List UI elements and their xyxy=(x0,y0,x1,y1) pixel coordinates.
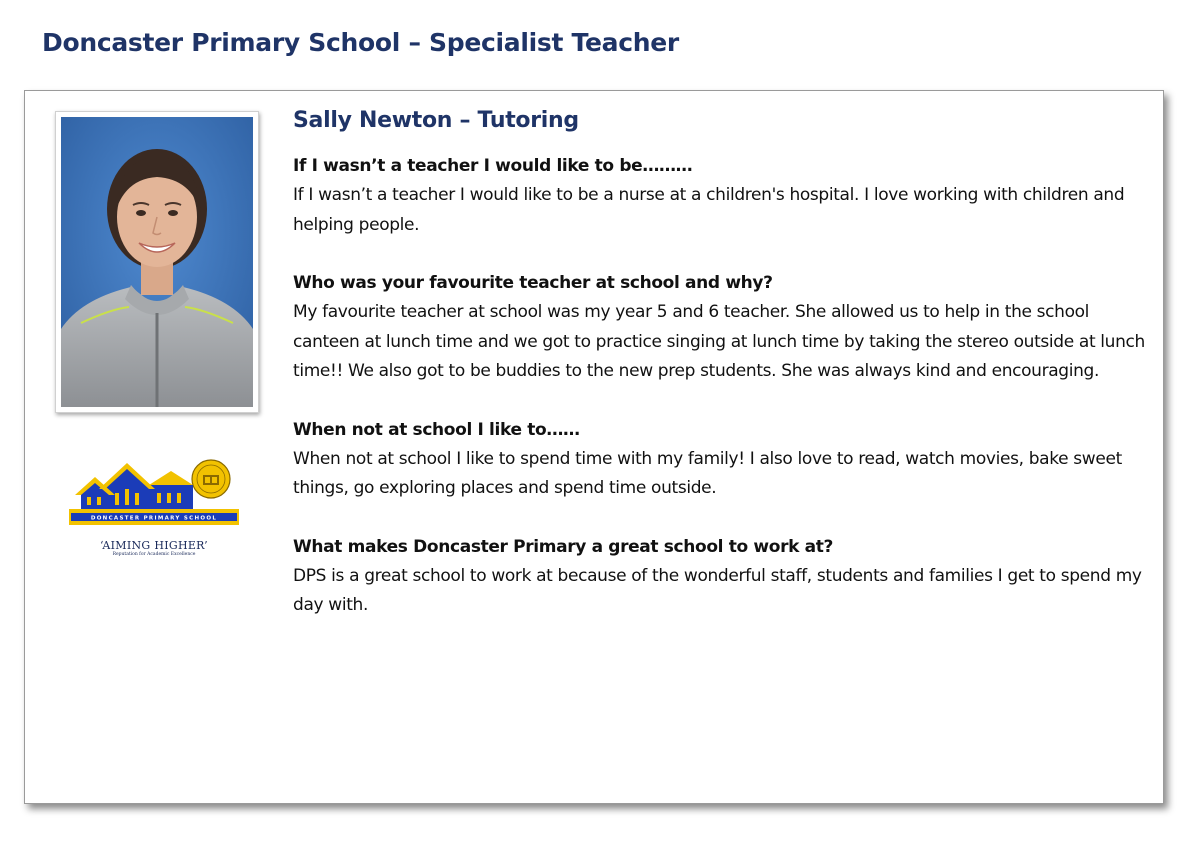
page-title: Doncaster Primary School – Specialist Teacher xyxy=(42,28,679,57)
question: What makes Doncaster Primary a great school to work at? xyxy=(293,536,834,557)
qa-item xyxy=(293,152,1153,240)
profile-card xyxy=(24,90,1164,804)
logo-subtext: Reputation for Academic Excellence xyxy=(112,552,196,557)
question: Who was your favourite teacher at school and why? xyxy=(293,273,773,293)
question: When not at school I like to…… xyxy=(293,419,580,440)
qa-item xyxy=(293,269,1153,387)
teacher-portrait xyxy=(61,117,253,407)
profile-name: Sally Newton – Tutoring xyxy=(293,108,579,133)
answer: If I wasn’t a teacher I would like to be a nurse at a children's hospital. I love working with children and helping people. xyxy=(293,185,1125,235)
qa-item xyxy=(293,533,1153,621)
answer: My favourite teacher at school was my year 5 and 6 teacher. She allowed us to help in the school canteen at lunch time and we got to practice singing at lunch time by taking the stereo outside at lunch time!! We also got to be buddies to the new prep students. She was always kind and encouraging. xyxy=(293,302,1145,381)
question: If I wasn’t a teacher I would like to be……… xyxy=(293,156,693,176)
profile-content xyxy=(293,108,1153,650)
photo-frame xyxy=(55,111,259,413)
qa-item xyxy=(293,416,1153,504)
answer: When not at school I like to spend time with my family! I also love to read, watch movies, bake sweet things, go exploring places and spend time outside. xyxy=(293,448,1122,498)
answer: DPS is a great school to work at because of the wonderful staff, students and families I get to spend my day with. xyxy=(293,565,1142,615)
logo-tagline: ‘AIMING HIGHER’ xyxy=(100,539,208,552)
logo-banner-text: DONCASTER PRIMARY SCHOOL xyxy=(90,515,218,522)
